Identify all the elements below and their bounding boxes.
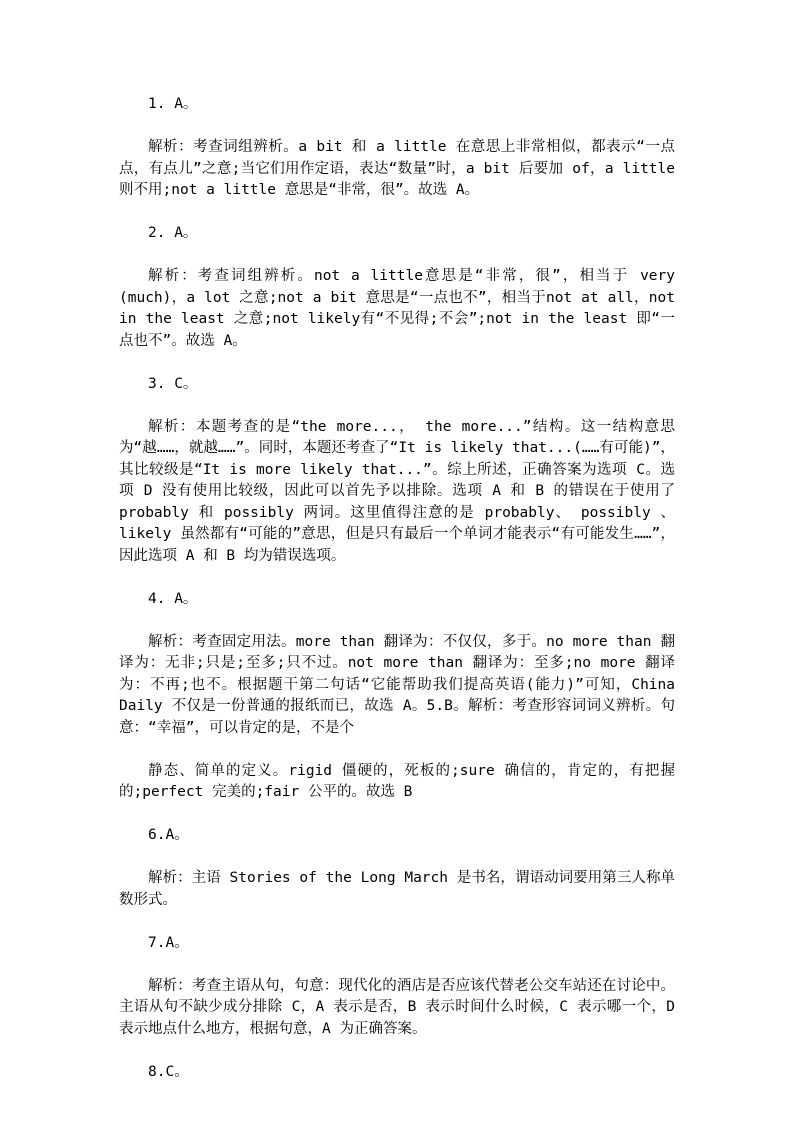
answer-line-q4: 4. A。 xyxy=(148,590,198,607)
answer-line-q2: 2. A。 xyxy=(148,225,198,241)
explanation-q5-continued: 静态、简单的定义。rigid 僵硬的，死板的;sure 确信的，肯定的，有把握的;perfect 完美的;fair 公平的。故选 B xyxy=(119,762,675,800)
answer-line-q6: 6.A。 xyxy=(148,827,189,843)
explanation-q6: 解析：主语 Stories of the Long March 是书名，谓语动词要用第三人称单数形式。 xyxy=(119,870,675,908)
explanation-q4-q5: 解析：考查固定用法。more than 翻译为：不仅仅，多于。no more than 翻译为：无非;只是;至多;只不过。not more than 翻译为：至多;no more 翻译为：不再;也不。根据题干第二句话“它能帮助我们提高英语(能力)”可知，China Daily 不仅是一份普通的报纸而已，故选 A。5.B。解析：考查形容词词义辨析。句意：“幸福”，可以肯定的是，不是个 xyxy=(119,633,675,736)
explanation-q2: 解析：考查词组辨析。not a little意思是“非常，很”，相当于 very (much)，a lot 之意;not a bit 意思是“一点也不”，相当于not at all，not in the least 之意;not likely有“不见得;不会”;not in the least 即“一点也不”。故选 A。 xyxy=(119,268,675,349)
answer-line-q1: 1. A。 xyxy=(148,96,198,112)
explanation-q3: 解析：本题考查的是“the more...， the more...”结构。这一结构意思为“越……，就越……”。同时，本题还考查了“It is likely that...(……有可能)”，其比较级是“It is more likely that...”。综上所述，正确答案为选项 C。选项 D 没有使用比较级，因此可以首先予以排除。选项 A 和 B 的错误在于使用了 probably 和 possibly 两词。这里值得注意的是 probably、 possibly 、likely 虽然都有“可能的”意思，但是只有最后一个单词才能表示“有可能发生……”，因此选项 A 和 B 均为错误选项。 xyxy=(119,418,675,564)
answer-line-q8: 8.C。 xyxy=(148,1063,189,1080)
explanation-q7: 解析：考查主语从句，句意：现代化的酒店是否应该代替老公交车站还在讨论中。主语从句不缺少成分排除 C，A 表示是否，B 表示时间什么时候，C 表示哪一个，D 表示地点什么地方，根据句意，A 为正确答案。 xyxy=(119,977,675,1037)
answer-line-q3: 3. C。 xyxy=(148,375,198,392)
explanation-q1: 解析：考查词组辨析。a bit 和 a little 在意思上非常相似，都表示“一点点，有点儿”之意;当它们用作定语，表达“数量”时，a bit 后要加 of，a little 则不用;not a little 意思是“非常，很”。故选 A。 xyxy=(119,139,675,198)
answer-line-q7: 7.A。 xyxy=(148,934,189,951)
